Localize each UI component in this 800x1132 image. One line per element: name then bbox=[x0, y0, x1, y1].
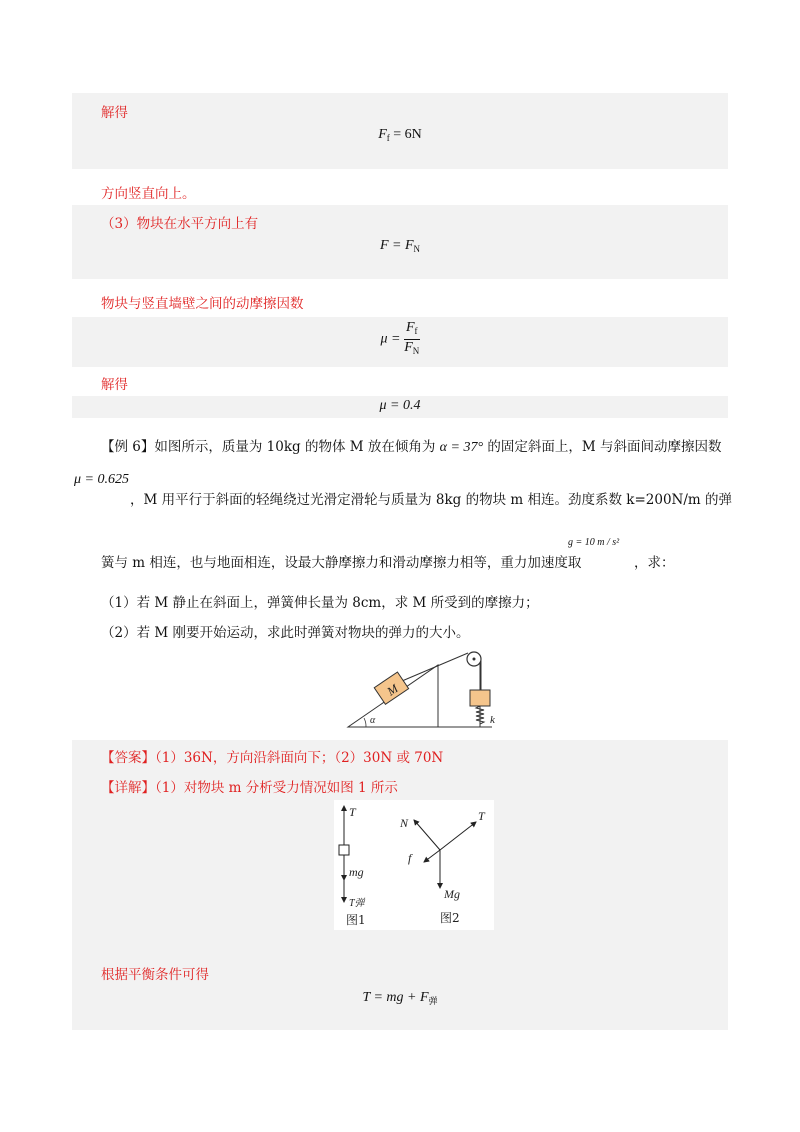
solution-text-2: 解得 bbox=[101, 377, 128, 393]
alpha-equation: α = 37° bbox=[439, 440, 484, 455]
answer-text: （1）36N，方向沿斜面向下；（2）30N 或 70N bbox=[155, 750, 444, 766]
eq-value: = 6N bbox=[393, 127, 422, 142]
detail-line bbox=[101, 776, 398, 796]
example-line-2: ，M 用平行于斜面的轻绳绕过光滑定滑轮与质量为 8kg 的物块 m 相连。劲度系数 k=200N/m 的弹 bbox=[130, 492, 732, 508]
eq-lhs: μ = bbox=[380, 331, 401, 347]
question-1: （1）若 M 静止在斜面上，弹簧伸长量为 8cm，求 M 所受到的摩擦力； bbox=[101, 595, 539, 611]
fig1-T: T bbox=[349, 805, 356, 819]
equation-normal bbox=[72, 238, 728, 254]
mu-equation: μ = 0.625 bbox=[74, 472, 129, 487]
fig1-Tspring: T弹 bbox=[349, 898, 365, 909]
spring-icon bbox=[476, 706, 484, 727]
example-text-3b: ，求： bbox=[634, 555, 675, 571]
block-m-small bbox=[339, 845, 349, 855]
example-text-b: 的固定斜面上，M 与斜面间动摩擦因数 bbox=[487, 439, 722, 455]
example-line-1 bbox=[101, 435, 722, 456]
equation-friction bbox=[72, 127, 728, 143]
fraction bbox=[404, 320, 420, 359]
fig2-caption: 图2 bbox=[440, 911, 460, 925]
equation-mu-result: μ = 0.4 bbox=[379, 398, 421, 413]
eq-subscript: f bbox=[386, 133, 390, 143]
frac-den: F bbox=[404, 340, 413, 355]
fig2-f: f bbox=[408, 851, 412, 865]
fig2-Mg: Mg bbox=[444, 887, 460, 901]
eq-lhs: T = mg + F bbox=[362, 990, 429, 1005]
fig2-T: T bbox=[478, 809, 485, 823]
friction-coeff-text: 物块与竖直墙壁之间的动摩擦因数 bbox=[101, 296, 304, 312]
answer-tag: 【答案】 bbox=[101, 750, 155, 766]
balance-text: 根据平衡条件可得 bbox=[101, 967, 209, 983]
g-equation: g = 10 m / s² bbox=[568, 537, 620, 548]
eq-subscript: 弹 bbox=[428, 996, 438, 1006]
step-3-text: （3）物块在水平方向上有 bbox=[101, 216, 259, 232]
spring-label: k bbox=[490, 714, 495, 726]
eq-mid: = F bbox=[392, 238, 414, 253]
eq-subscript: N bbox=[413, 244, 421, 254]
fig1-caption: 图1 bbox=[346, 913, 366, 927]
block-M-label: M bbox=[384, 681, 401, 699]
frac-den-sub: N bbox=[412, 346, 420, 356]
question-2: （2）若 M 刚要开始运动，求此时弹簧对物块的弹力的大小。 bbox=[101, 625, 470, 641]
detail-tag: 【详解】 bbox=[101, 780, 155, 796]
example-text: 【例 6】如图所示，质量为 10kg 的物体 M 放在倾角为 bbox=[101, 439, 436, 455]
equation-mu bbox=[72, 320, 728, 359]
force-diagram-svg bbox=[334, 800, 494, 930]
eq-symbol: F bbox=[379, 238, 389, 253]
equation-tension bbox=[72, 990, 728, 1007]
block-m bbox=[470, 690, 490, 706]
detail-text: （1）对物块 m 分析受力情况如图 1 所示 bbox=[155, 780, 398, 796]
fig2-N: N bbox=[400, 816, 409, 830]
fig1-mg: mg bbox=[349, 865, 364, 879]
example-text-3: 簧与 m 相连，也与地面相连，设最大静摩擦力和滑动摩擦力相等，重力加速度取 bbox=[101, 555, 582, 571]
direction-text: 方向竖直向上。 bbox=[101, 186, 196, 202]
angle-label: α bbox=[370, 715, 376, 726]
solution-text: 解得 bbox=[101, 105, 128, 121]
example-line-3 bbox=[101, 551, 581, 571]
frac-num: F bbox=[405, 320, 415, 335]
frac-num-sub: f bbox=[414, 326, 418, 336]
answer-line bbox=[101, 746, 443, 766]
incline-figure bbox=[340, 645, 500, 735]
eq-symbol: F bbox=[378, 127, 387, 142]
